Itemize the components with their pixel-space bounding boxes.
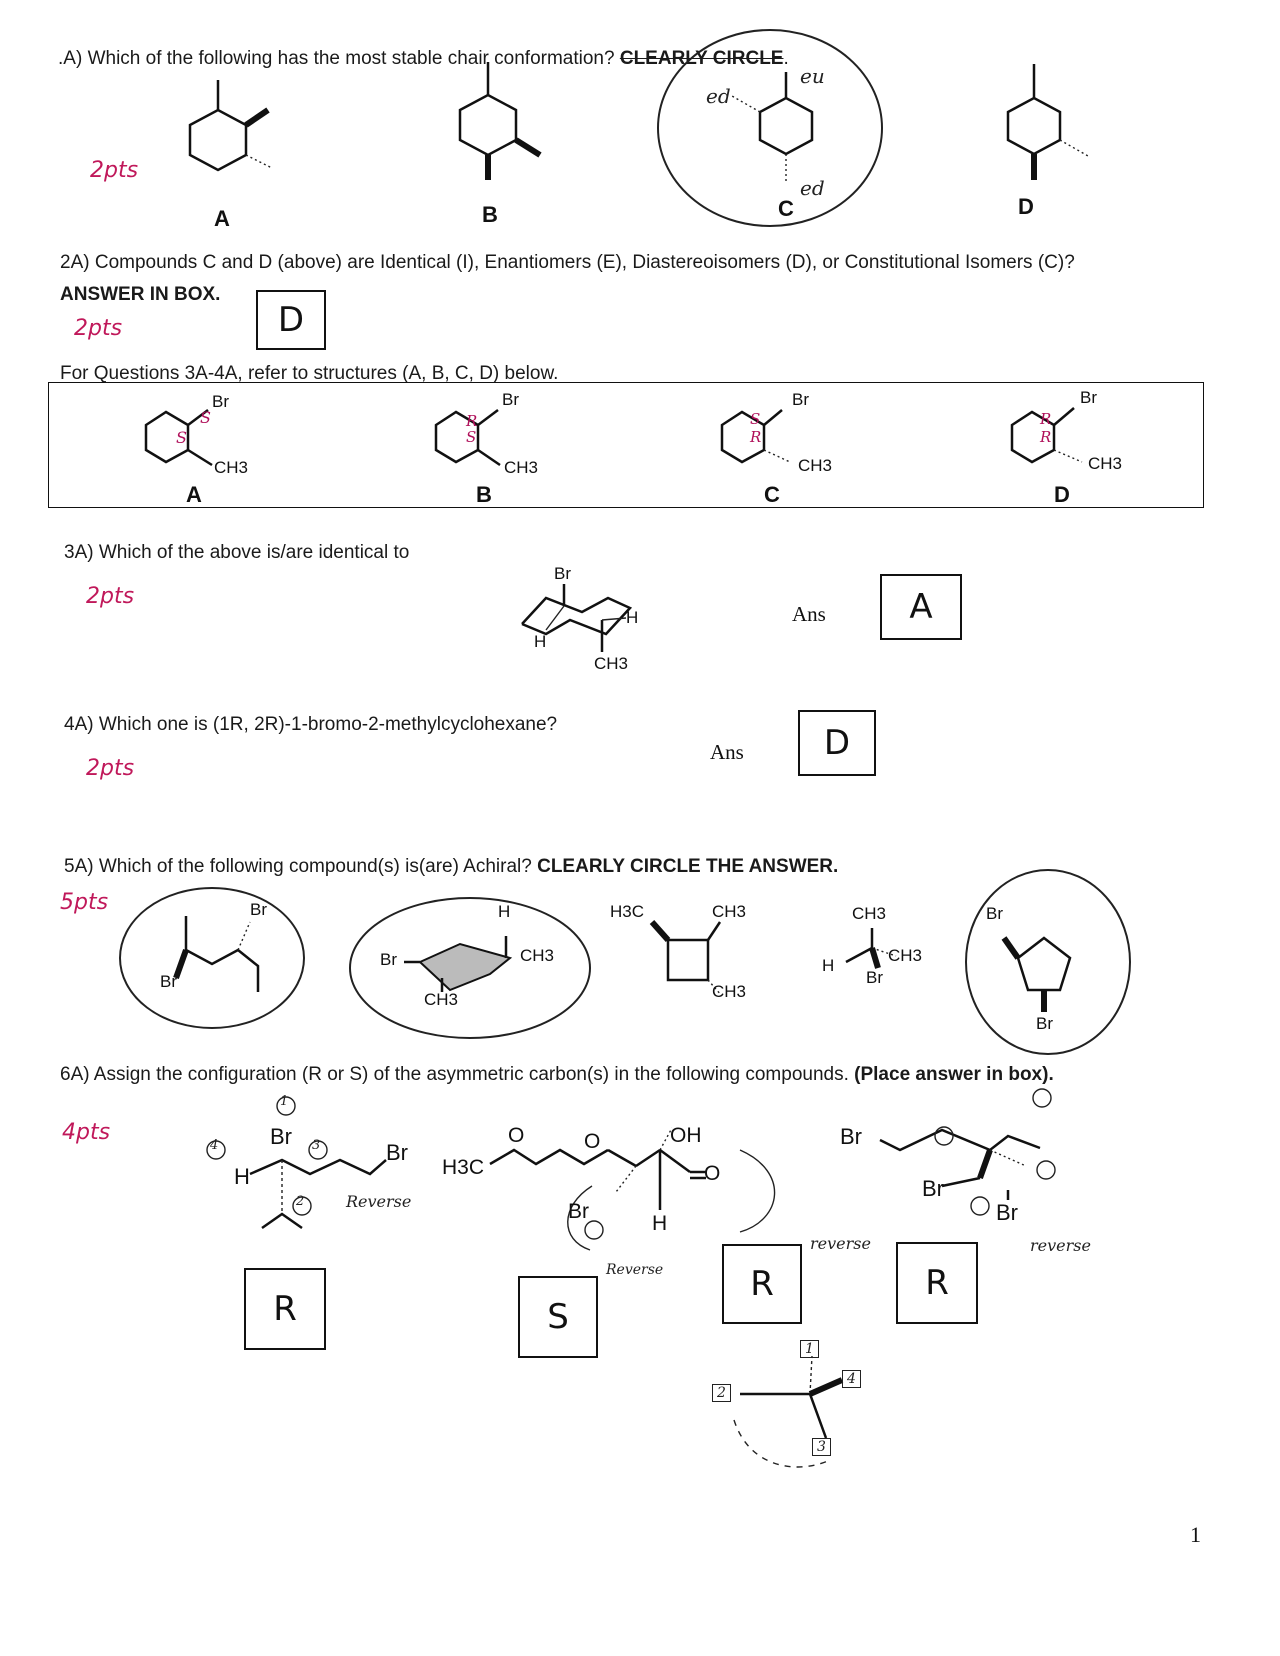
q6-m1-rank-3: 3 bbox=[312, 1138, 321, 1153]
ref-c-ch3: CH3 bbox=[798, 456, 833, 475]
q6-m2-o3: O bbox=[704, 1162, 721, 1185]
ref-d-note2: R bbox=[1040, 428, 1052, 446]
q1-note-eu: eu bbox=[800, 64, 825, 88]
q5-c4-h: H bbox=[822, 956, 835, 975]
q5-c5-br-top: Br bbox=[986, 904, 1003, 923]
q6-answer-box-4: R bbox=[896, 1242, 978, 1324]
q2-prompt: 2A) Compounds C and D (above) are Identical (I), Enantiomers (E), Diastereoisomers (D), or Constitutional Isomers (C)? bbox=[60, 252, 1075, 273]
q6-m2-h: H bbox=[652, 1212, 668, 1235]
q6-m1-rank-2: 2 bbox=[296, 1194, 305, 1209]
q6-m1-br-right: Br bbox=[386, 1140, 408, 1165]
q5-c4-br: Br bbox=[866, 968, 883, 987]
q6-m3-reverse-left: reverse bbox=[810, 1234, 871, 1253]
q6-sketch-mark-1: 1 bbox=[800, 1340, 819, 1358]
q1-note-ed-top: ed bbox=[706, 84, 731, 108]
q6-m2-br: Br bbox=[568, 1200, 589, 1223]
q1-label-d: D bbox=[1018, 194, 1034, 219]
q1-points: 2pts bbox=[90, 158, 139, 183]
ref-a-br: Br bbox=[212, 392, 229, 411]
ref-b-note1: R bbox=[466, 412, 478, 430]
ref-d-br: Br bbox=[1080, 388, 1097, 407]
q3-points: 2pts bbox=[86, 584, 135, 609]
ref-a-note1: S bbox=[200, 408, 211, 427]
q6-m2-h3c: H3C bbox=[442, 1156, 485, 1179]
q1-note-ed-bottom: ed bbox=[800, 176, 825, 200]
q5-c2-h: H bbox=[498, 902, 511, 921]
q6-m1-br-top: Br bbox=[270, 1124, 292, 1149]
q6-m1-rank-1: 1 bbox=[280, 1094, 289, 1109]
q6-sketch-mark-4: 4 bbox=[842, 1370, 861, 1388]
ref-c-note2: R bbox=[750, 428, 762, 446]
q6-answer-box-2: S bbox=[518, 1276, 598, 1358]
q5-prompt: 5A) Which of the following compound(s) is(are) Achiral? CLEARLY CIRCLE THE ANSWER. bbox=[64, 856, 839, 877]
ref-a-ch3: CH3 bbox=[214, 458, 249, 477]
q5-c2-br: Br bbox=[380, 950, 397, 969]
q6-sketch-mark-2: 2 bbox=[712, 1384, 731, 1402]
q6-m3-br-left: Br bbox=[840, 1124, 862, 1149]
ref-b-note2: S bbox=[466, 428, 477, 446]
q5-c3-h3c: H3C bbox=[610, 902, 645, 921]
ref-d-ch3: CH3 bbox=[1088, 454, 1123, 473]
q3-chair-h2: H bbox=[626, 608, 639, 627]
q5-c2-ch3-bottom: CH3 bbox=[424, 990, 459, 1009]
ref-a-label: A bbox=[186, 482, 202, 507]
q3-ans-label: Ans bbox=[792, 602, 826, 626]
q4-answer-box: D bbox=[798, 710, 876, 776]
q3-chair-h1: H bbox=[534, 632, 547, 651]
q6-prompt: 6A) Assign the configuration (R or S) of the asymmetric carbon(s) in the following compounds. (Place answer in box). bbox=[60, 1064, 1054, 1085]
q5-c4-ch3-top: CH3 bbox=[852, 904, 887, 923]
q1-label-c: C bbox=[778, 196, 794, 221]
q6-m2-o2: O bbox=[584, 1130, 601, 1153]
q2-answer-box: D bbox=[256, 290, 326, 350]
q6-answer-box-1: R bbox=[244, 1268, 326, 1350]
q5-c2-ch3-right: CH3 bbox=[520, 946, 555, 965]
q6-m1-h: H bbox=[234, 1164, 250, 1189]
ref-b-br: Br bbox=[502, 390, 519, 409]
q3-answer-box: A bbox=[880, 574, 962, 640]
q6-points: 4pts bbox=[62, 1120, 111, 1145]
ref-d-note1: R bbox=[1040, 410, 1052, 428]
q5-points: 5pts bbox=[60, 890, 109, 915]
q5-c3-ch3-bottom: CH3 bbox=[712, 982, 747, 1001]
ref-a-note2: S bbox=[176, 428, 187, 447]
ref-d-label: D bbox=[1054, 482, 1070, 507]
q6-m2-o1: O bbox=[508, 1124, 525, 1147]
q3-chair-ch3: CH3 bbox=[594, 654, 629, 673]
q1-prompt: .A) Which of the following has the most stable chair conformation? CLEARLY CIRCLE. bbox=[58, 48, 789, 69]
q6-m3-br-right: Br bbox=[996, 1200, 1018, 1225]
ref-b-ch3: CH3 bbox=[504, 458, 539, 477]
q6-m3-br-mid: Br bbox=[922, 1176, 944, 1201]
page-number: 1 bbox=[1190, 1522, 1201, 1547]
q4-points: 2pts bbox=[86, 756, 135, 781]
q6-m1-reverse: Reverse bbox=[346, 1192, 412, 1211]
q5-c4-ch3-right: CH3 bbox=[888, 946, 923, 965]
q1-label-b: B bbox=[482, 202, 498, 227]
q3-prompt: 3A) Which of the above is/are identical to bbox=[64, 542, 410, 563]
q5-c1-br-top: Br bbox=[250, 900, 267, 919]
q6-m2-reverse: Reverse bbox=[606, 1262, 664, 1278]
q6-m3-reverse-right: reverse bbox=[1030, 1236, 1091, 1255]
q2-instruction: ANSWER IN BOX. bbox=[60, 284, 221, 305]
q6-sketch-mark-3: 3 bbox=[812, 1438, 831, 1456]
q3-chair-br: Br bbox=[554, 564, 571, 583]
q6-m1-rank-4: 4 bbox=[210, 1138, 219, 1153]
q1-label-a: A bbox=[214, 206, 230, 231]
ref-c-br: Br bbox=[792, 390, 809, 409]
q5-c5-br-bottom: Br bbox=[1036, 1014, 1053, 1033]
q2-points: 2pts bbox=[74, 316, 123, 341]
q6-answer-box-3: R bbox=[722, 1244, 802, 1324]
q5-c1-br-bottom: Br bbox=[160, 972, 177, 991]
q4-prompt: 4A) Which one is (1R, 2R)-1-bromo-2-methylcyclohexane? bbox=[64, 714, 558, 735]
ref-c-label: C bbox=[764, 482, 780, 507]
q4-ans-label: Ans bbox=[710, 740, 744, 764]
ref-b-label: B bbox=[476, 482, 492, 507]
q5-c3-ch3-top: CH3 bbox=[712, 902, 747, 921]
ref-c-note1: S bbox=[750, 410, 761, 428]
q6-m2-oh: OH bbox=[670, 1124, 702, 1147]
refs-heading: For Questions 3A-4A, refer to structures (A, B, C, D) below. bbox=[60, 363, 559, 384]
